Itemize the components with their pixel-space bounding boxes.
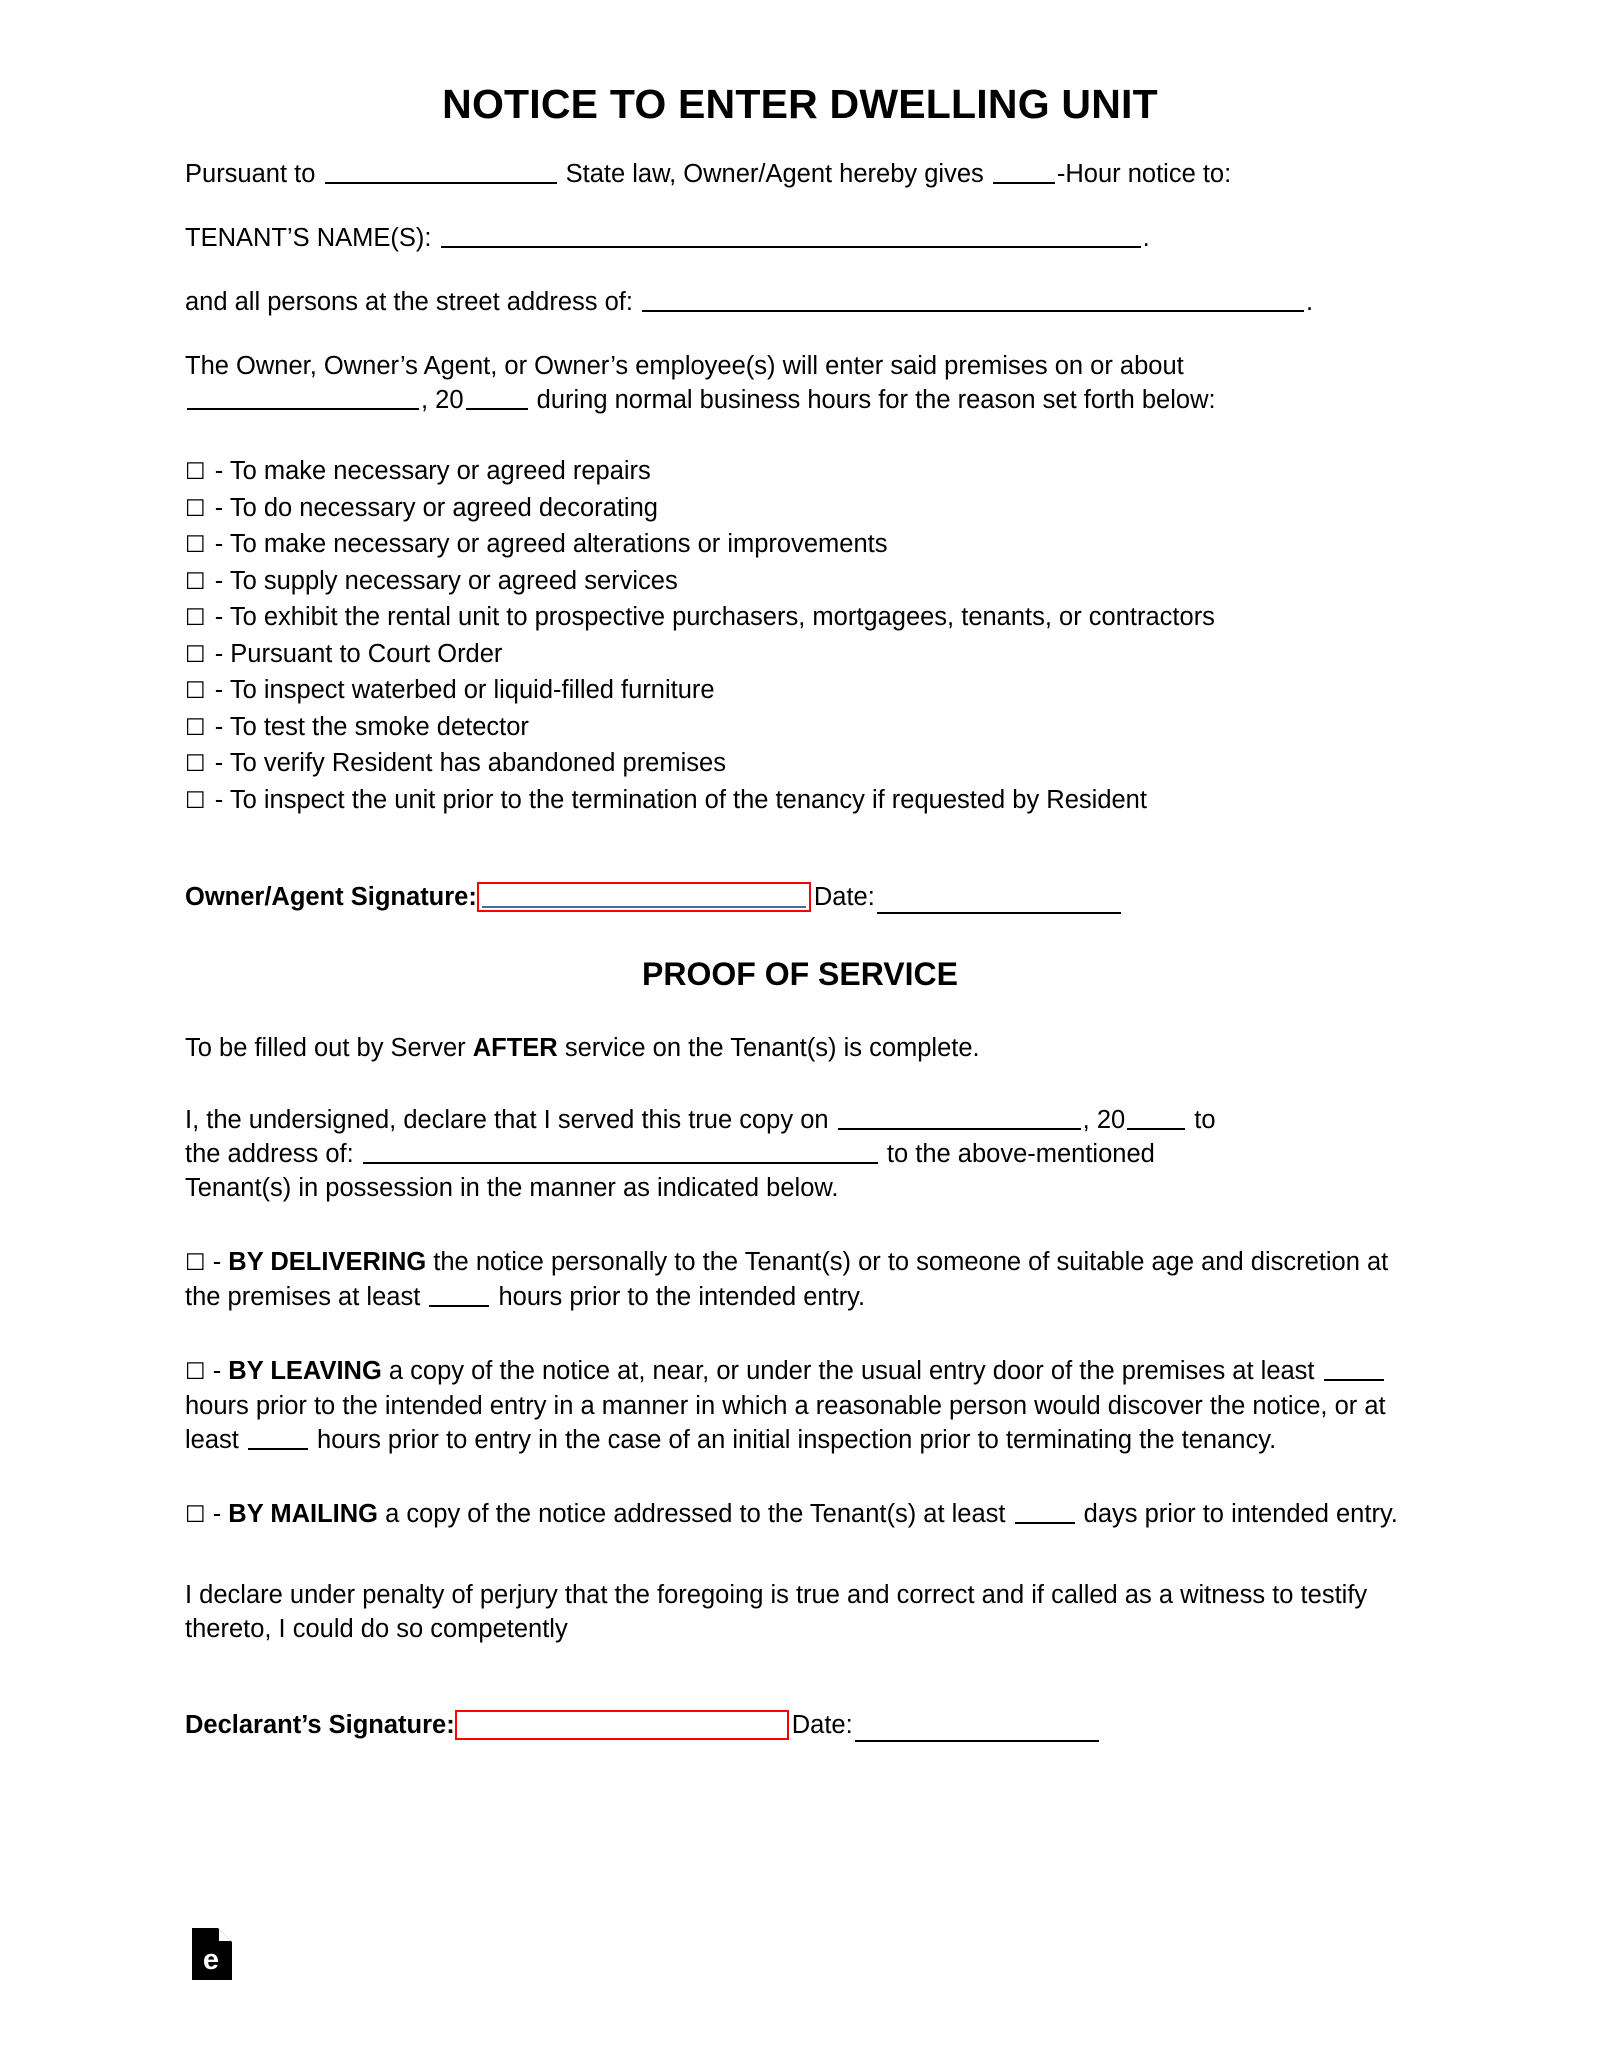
- method-text-part2: hours prior to the intended entry in a manner in which a reasonable person would discover the notice, or at least: [185, 1391, 1386, 1454]
- perjury-paragraph: I declare under penalty of perjury that the foregoing is true and correct and if called as a witness to testify thereto, I could do so competently: [185, 1580, 1368, 1643]
- method-dash: -: [212, 1356, 229, 1385]
- mailing-days-blank[interactable]: [1015, 1499, 1075, 1524]
- reason-label: - To make necessary or agreed alterations or improvements: [214, 530, 888, 559]
- owner-signature-date-label: Date:: [813, 883, 875, 912]
- entry-year-blank[interactable]: [466, 385, 528, 410]
- street-address-period: .: [1306, 288, 1314, 317]
- instruction-after-emphasis: AFTER: [472, 1033, 558, 1062]
- reason-label: - To make necessary or agreed repairs: [214, 457, 651, 486]
- reason-label: - To inspect waterbed or liquid-filled furniture: [214, 676, 715, 705]
- list-item[interactable]: [185, 672, 1415, 709]
- declare-year-prefix: , 20: [1082, 1105, 1126, 1134]
- checkbox-icon[interactable]: ☐: [185, 495, 206, 522]
- pursuant-suffix-text: -Hour notice to:: [1056, 160, 1232, 189]
- declare-line-1: I, the undersigned, declare that I served this true copy on: [185, 1105, 829, 1134]
- list-item[interactable]: [185, 453, 1415, 490]
- declare-line-3: Tenant(s) in possession in the manner as indicated below.: [185, 1173, 839, 1202]
- list-item[interactable]: [185, 490, 1415, 527]
- list-item[interactable]: [185, 526, 1415, 563]
- owner-signature-date-blank[interactable]: [877, 889, 1121, 914]
- checkbox-icon[interactable]: ☐: [185, 605, 206, 632]
- delivering-hours-blank[interactable]: [429, 1282, 489, 1307]
- street-address-label: and all persons at the street address of:: [185, 288, 633, 317]
- declarant-signature-date-blank[interactable]: [855, 1717, 1099, 1742]
- list-item[interactable]: [185, 709, 1415, 746]
- declarant-signature-row: [185, 1710, 1415, 1740]
- eforms-logo-letter: e: [202, 1944, 220, 1976]
- method-text-part1: the notice personally to the Tenant(s) or to someone of suitable age and discretion at the premises at least: [185, 1247, 1389, 1311]
- method-title: BY MAILING: [228, 1499, 378, 1528]
- list-item[interactable]: [185, 599, 1415, 636]
- owner-signature-row: [185, 882, 1415, 912]
- leaving-hours-blank-2[interactable]: [248, 1425, 308, 1450]
- checkbox-icon[interactable]: ☐: [185, 751, 206, 778]
- owner-signature-label: Owner/Agent Signature:: [185, 883, 477, 912]
- entry-year-prefix: , 20: [421, 386, 464, 415]
- entry-line-2-suffix: during normal business hours for the reason set forth below:: [536, 386, 1216, 415]
- reason-label: - To verify Resident has abandoned premises: [214, 749, 726, 778]
- method-text-part3: hours prior to entry in the case of an initial inspection prior to terminating the tenancy.: [309, 1425, 1277, 1454]
- method-text-part1: a copy of the notice at, near, or under the usual entry door of the premises at least: [381, 1356, 1322, 1385]
- declarant-signature-date-label: Date:: [791, 1710, 853, 1739]
- proof-of-service-title: PROOF OF SERVICE: [642, 956, 958, 993]
- tenant-name-label: TENANT’S NAME(S):: [185, 224, 432, 253]
- checkbox-icon[interactable]: ☐: [185, 568, 206, 595]
- service-method-leaving[interactable]: [185, 1354, 1415, 1457]
- method-dash: -: [212, 1499, 229, 1528]
- state-law-blank[interactable]: [325, 159, 557, 184]
- checkbox-icon[interactable]: ☐: [185, 678, 206, 705]
- eforms-logo-svg: [192, 1928, 232, 1980]
- service-address-blank[interactable]: [363, 1139, 878, 1164]
- instruction-after-text: service on the Tenant(s) is complete.: [557, 1033, 980, 1062]
- method-text-part2: days prior to intended entry.: [1076, 1499, 1398, 1528]
- checkbox-icon[interactable]: ☐: [185, 459, 206, 486]
- method-text-part1: a copy of the notice addressed to the Tenant(s) at least: [378, 1499, 1013, 1528]
- list-item[interactable]: [185, 745, 1415, 782]
- declare-to-text: to: [1194, 1105, 1216, 1134]
- declaration-paragraph: [185, 1103, 1415, 1205]
- declarant-signature-label: Declarant’s Signature:: [185, 1710, 455, 1739]
- pursuant-paragraph: [185, 157, 1415, 191]
- service-date-blank[interactable]: [838, 1105, 1081, 1130]
- entry-date-blank[interactable]: [187, 385, 419, 410]
- pursuant-prefix-text: Pursuant to: [185, 160, 316, 189]
- tenant-name-paragraph: [185, 221, 1415, 255]
- server-instruction-paragraph: [185, 1031, 1415, 1065]
- tenant-name-blank[interactable]: [441, 223, 1141, 248]
- reason-label: - To do necessary or agreed decorating: [214, 493, 658, 522]
- checkbox-icon[interactable]: ☐: [185, 1249, 206, 1276]
- street-address-blank[interactable]: [642, 287, 1304, 312]
- hour-notice-blank[interactable]: [993, 159, 1055, 184]
- instruction-before-text: To be filled out by Server: [185, 1033, 473, 1062]
- checkbox-icon[interactable]: ☐: [185, 787, 206, 814]
- declare-address-label: the address of:: [185, 1139, 354, 1168]
- leaving-hours-blank-1[interactable]: [1324, 1356, 1384, 1381]
- page-title: NOTICE TO ENTER DWELLING UNIT: [442, 81, 1158, 127]
- owner-signature-field[interactable]: [477, 882, 811, 912]
- reason-label: - To supply necessary or agreed services: [214, 566, 678, 595]
- list-item[interactable]: [185, 782, 1415, 819]
- street-address-paragraph: [185, 285, 1415, 319]
- list-item[interactable]: [185, 563, 1415, 600]
- checkbox-icon[interactable]: ☐: [185, 641, 206, 668]
- declare-address-after: to the above-mentioned: [886, 1139, 1155, 1168]
- signature-underline: [482, 906, 806, 908]
- reason-label: - To test the smoke detector: [214, 712, 529, 741]
- reason-label: - To inspect the unit prior to the termination of the tenancy if requested by Resident: [214, 785, 1147, 814]
- method-dash: -: [212, 1247, 229, 1276]
- checkbox-icon[interactable]: ☐: [185, 714, 206, 741]
- reason-label: - To exhibit the rental unit to prospective purchasers, mortgagees, tenants, or contractors: [214, 603, 1215, 632]
- method-title: BY LEAVING: [228, 1356, 382, 1385]
- method-title: BY DELIVERING: [228, 1247, 427, 1276]
- service-year-blank[interactable]: [1127, 1105, 1185, 1130]
- eforms-logo-icon: [192, 1928, 232, 1980]
- service-method-delivering[interactable]: [185, 1245, 1415, 1314]
- checkbox-icon[interactable]: ☐: [185, 1358, 206, 1385]
- checkbox-icon[interactable]: ☐: [185, 1501, 206, 1528]
- entry-line-1: The Owner, Owner’s Agent, or Owner’s employee(s) will enter said premises on or about: [185, 352, 1184, 381]
- reasons-checkbox-list: [185, 453, 1415, 818]
- pursuant-mid-text: State law, Owner/Agent hereby gives: [565, 160, 984, 189]
- reason-label: - Pursuant to Court Order: [214, 639, 503, 668]
- declarant-signature-field[interactable]: [455, 1710, 789, 1740]
- method-text-part2: hours prior to the intended entry.: [491, 1282, 866, 1311]
- entry-paragraph: [185, 349, 1415, 417]
- checkbox-icon[interactable]: ☐: [185, 532, 206, 559]
- list-item[interactable]: [185, 636, 1415, 673]
- service-method-mailing[interactable]: [185, 1497, 1415, 1532]
- tenant-name-period: .: [1142, 224, 1150, 253]
